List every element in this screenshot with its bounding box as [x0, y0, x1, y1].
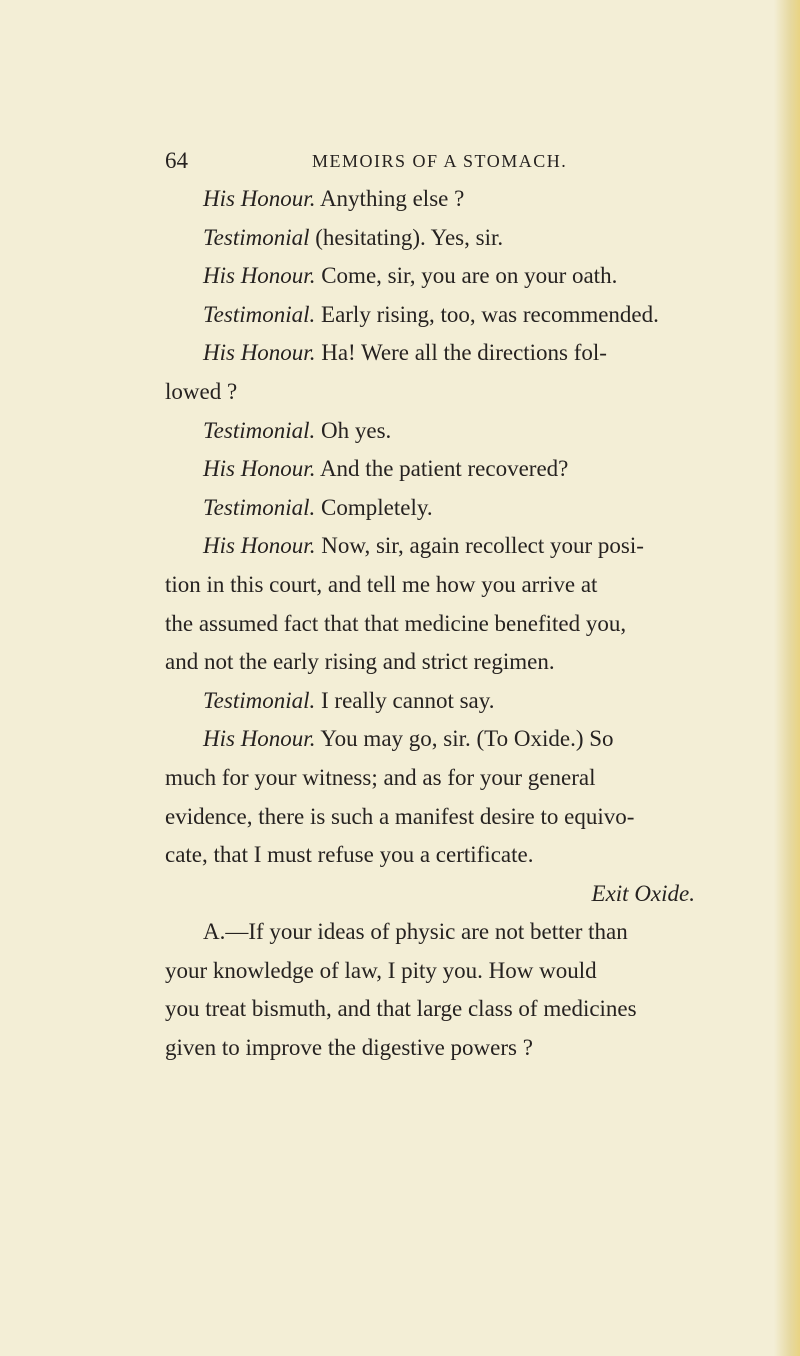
- body-text: [165, 180, 725, 1068]
- dialogue-line: Testimonial. I really cannot say.: [203, 687, 495, 713]
- dialogue-line: His Honour. Anything else ?: [203, 186, 465, 211]
- dialogue-line: Testimonial. Oh yes.: [203, 417, 392, 443]
- dialogue-line: lowed ?: [165, 378, 238, 404]
- dialogue-line: tion in this court, and tell me how you arrive at: [165, 571, 598, 597]
- stage-direction: Exit Oxide.: [591, 880, 695, 906]
- dialogue-line: Testimonial. Completely.: [203, 494, 433, 520]
- running-title: MEMOIRS OF A STOMACH.: [312, 151, 568, 171]
- dialogue-line: the assumed fact that that medicine benefited you,: [165, 610, 627, 636]
- closing-line: given to improve the digestive powers ?: [165, 1035, 533, 1061]
- dialogue-line: His Honour. And the patient recovered?: [203, 456, 569, 482]
- dialogue-line: Testimonial. Early rising, too, was recommended.: [203, 301, 659, 327]
- page-header: [165, 148, 725, 178]
- dialogue-line: evidence, there is such a manifest desire to equivo-: [165, 803, 635, 829]
- dialogue-line: much for your witness; and as for your general: [165, 764, 596, 790]
- closing-line: A.—If your ideas of physic are not better than: [203, 919, 628, 945]
- page-number: 64: [165, 148, 188, 173]
- dialogue-line: His Honour. Now, sir, again recollect your posi-: [203, 533, 644, 559]
- dialogue-line: and not the early rising and strict regimen.: [165, 649, 555, 675]
- closing-line: your knowledge of law, I pity you. How would: [165, 957, 597, 983]
- dialogue-line: His Honour. You may go, sir. (To Oxide.) So: [203, 726, 614, 752]
- dialogue-line: cate, that I must refuse you a certificate.: [165, 842, 534, 868]
- dialogue-line: His Honour. Come, sir, you are on your oath.: [203, 263, 618, 289]
- closing-line: you treat bismuth, and that large class of medicines: [165, 996, 637, 1022]
- page-edge: [774, 0, 800, 1356]
- dialogue-line: His Honour. Ha! Were all the directions fol-: [203, 340, 607, 366]
- dialogue-line: Testimonial (hesitating). Yes, sir.: [203, 224, 504, 250]
